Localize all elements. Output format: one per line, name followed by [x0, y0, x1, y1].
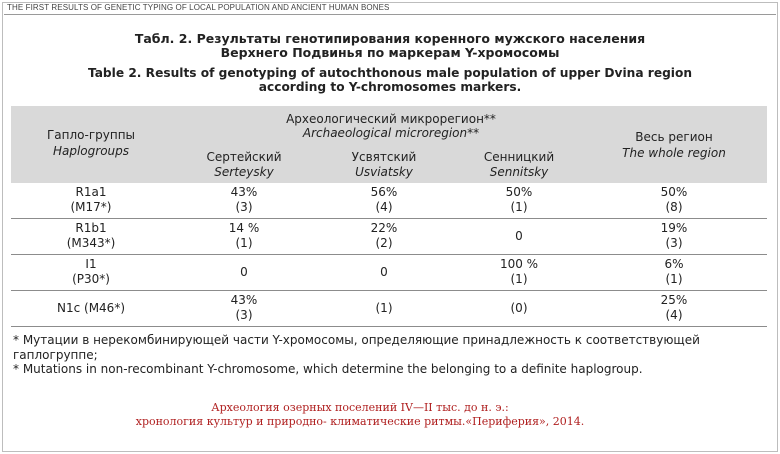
header-usviatsky-en: Usviatsky [355, 165, 413, 179]
cell-usviatsky: 22% (2) [370, 221, 398, 250]
header-serteysky-ru: Сертейский [206, 150, 282, 164]
cell-serteysky: 43% (3) [230, 293, 258, 322]
table-row-r1b1 [11, 219, 767, 255]
table-row-i1 [11, 255, 767, 291]
table-header [11, 106, 767, 183]
cell-whole-region: 25% (4) [660, 293, 688, 322]
cell-haplogroup: I1 (P30*) [72, 257, 110, 286]
cell-sennitsky: 50% (1) [505, 185, 533, 214]
header-microregion-en: Archaeological microregion** [302, 126, 480, 140]
header-microregion-ru: Археологический микрорегион** [286, 112, 496, 126]
cell-whole-region: 50% (8) [660, 185, 688, 214]
cell-usviatsky: 56% (4) [370, 185, 398, 214]
cell-usviatsky: 0 [380, 265, 388, 279]
table-title-en-line2: according to Y-chromosomes markers. [258, 80, 522, 94]
cell-sennitsky: (0) [510, 301, 528, 315]
header-whole-region-en: The whole region [622, 146, 726, 160]
cell-whole-region: 6% (1) [664, 257, 684, 286]
cell-haplogroup: R1b1 (M343*) [66, 221, 116, 250]
header-sennitsky-ru: Сенницкий [483, 150, 555, 164]
cell-sennitsky: 100 % (1) [499, 257, 539, 286]
cell-usviatsky: (1) [375, 301, 393, 315]
table-row-n1c [11, 291, 767, 327]
header-whole-region-ru: Весь регион [635, 130, 713, 144]
footnote-en: * Mutations in non-recombinant Y-chromosome, which determine the belonging to a definite haplogroup. [13, 362, 643, 376]
cell-sennitsky: 0 [515, 229, 523, 243]
footnotes [13, 333, 753, 377]
table-title-en-line1: Table 2. Results of genotyping of autochthonous male population of upper Dvina region [87, 66, 693, 80]
source-line2: хронология культур и природно- климатические ритмы.«Периферия», 2014. [135, 415, 585, 428]
header-usviatsky-ru: Усвятский [351, 150, 417, 164]
cell-serteysky: 43% (3) [230, 185, 258, 214]
table-row-r1a1 [11, 183, 767, 219]
footnote-ru: * Мутации в нерекомбинирующей части Y-хромосомы, определяющие принадлежность к соответствующей гаплогруппе; [13, 333, 700, 362]
cell-serteysky: 0 [240, 265, 248, 279]
header-sennitsky-en: Sennitsky [489, 165, 549, 179]
header-haplogroups-en: Haplogroups [52, 144, 130, 158]
haplogroup-table [11, 106, 767, 327]
cell-haplogroup: R1a1 (M17*) [70, 185, 112, 214]
cell-whole-region: 19% (3) [660, 221, 688, 250]
header-haplogroups-ru: Гапло-группы [46, 128, 136, 142]
header-rule [4, 14, 776, 15]
running-head: THE FIRST RESULTS OF GENETIC TYPING OF LOCAL POPULATION AND ANCIENT HUMAN BONES [7, 3, 390, 12]
cell-serteysky: 14 % (1) [228, 221, 260, 250]
cell-haplogroup: N1c (M46*) [56, 301, 125, 315]
source-line1: Археология озерных поселений IV—II тыс. до н. э.: [211, 401, 509, 414]
table-title-ru-line1: Табл. 2. Результаты генотипирования коренного мужского населения [134, 31, 646, 46]
header-serteysky-en: Serteysky [214, 165, 274, 179]
table-title-ru-line2: Верхнего Подвинья по маркерам Y-хромосомы [220, 45, 560, 60]
